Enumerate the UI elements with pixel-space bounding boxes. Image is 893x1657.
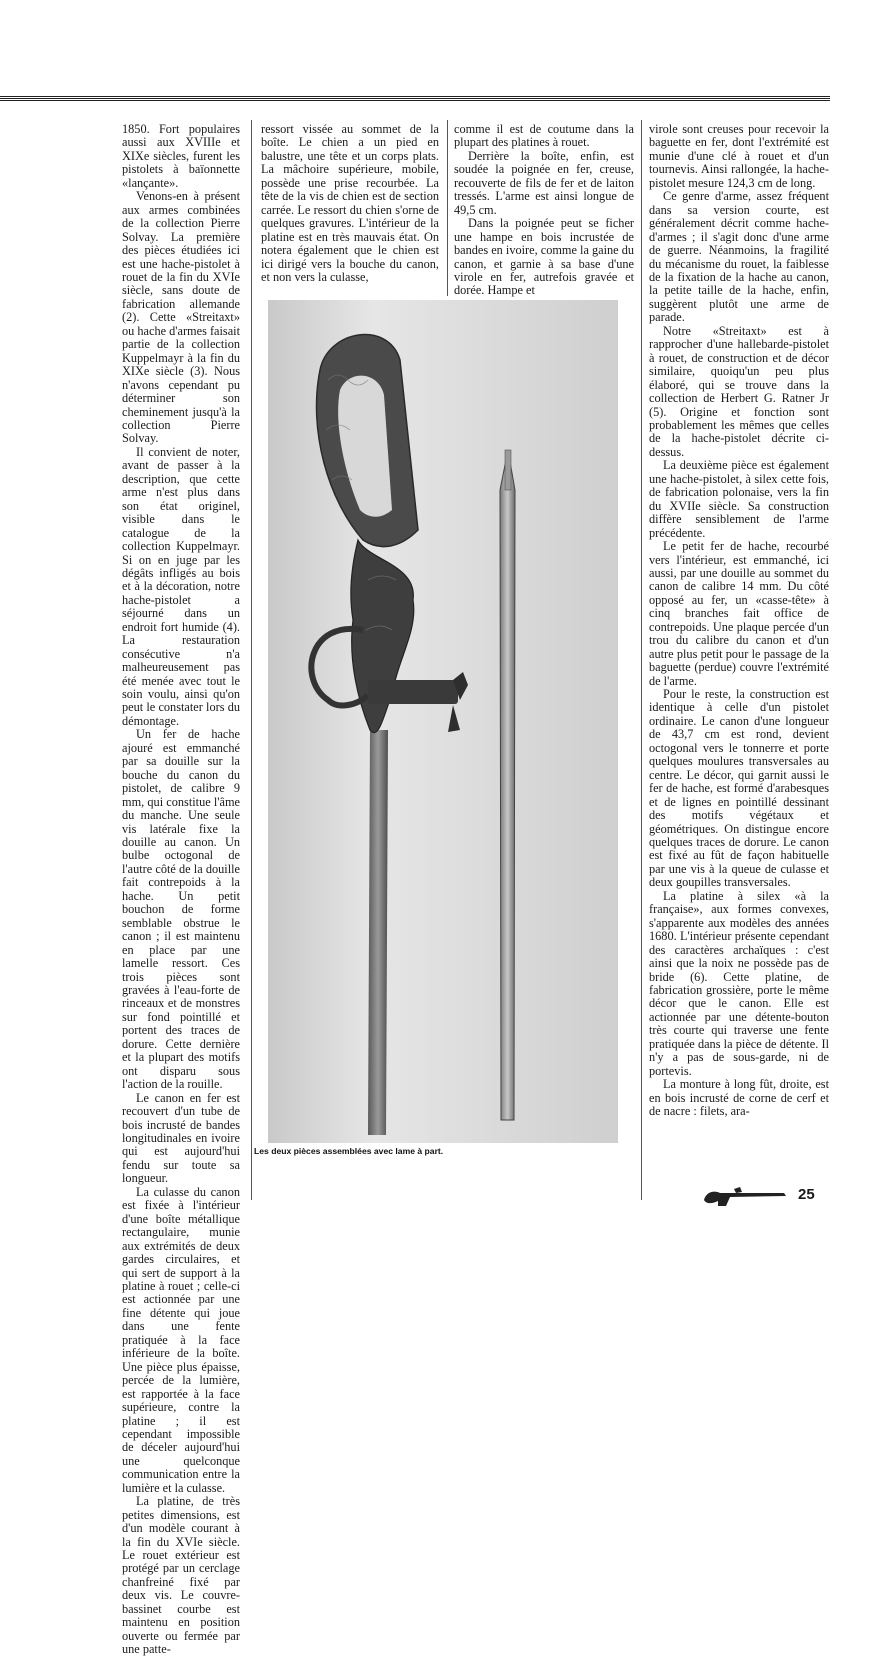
column-2 [261, 123, 439, 299]
paragraph: La deuxième pièce est également une hache-pistolet, à silex cette fois, de fabrication polonaise, vers la fin du XVIIe siècle. Sa construction diffère sensiblement de l'arme précédente. [649, 458, 829, 540]
page-number: 25 [798, 1186, 815, 1203]
paragraph: Pour le reste, la construction est identique à celle d'un pistolet ordinaire. Le canon d'une longueur de 43,7 cm est rond, devient octogonal vers le tonnerre et porte quelques moulures transversales au centre. Le décor, qui garnit aussi le fer de hache, est formé d'arabesques et de lignes en pointillé dessinant des motifs végétaux et géométriques. On distingue encore quelques traces de dorure. Le canon est fixé au fût de façon habituelle par une vis à la queue de culasse et deux goupilles transversales. [649, 687, 829, 890]
column-1 [122, 122, 240, 1657]
column-divider [641, 120, 642, 1200]
paragraph: Un fer de hache ajouré est emmanché par sa douille sur la bouche du canon du pistolet, de calibre 9 mm, qui constitue l'âme du manche. Une seule vis latérale fixe la douille au canon. Un bulbe octogonal de l'autre côté de la douille fait contrepoids à la hache. Un petit bouchon de forme semblable obstrue le canon ; il est maintenu en place par une lamelle ressort. Ces trois pièces sont gravées à l'eau-forte de rinceaux et de monstres sur fond pointillé et portent des traces de dorure. Cette dernière et la plupart des motifs ont disparu sous l'action de la rouille. [122, 727, 240, 1092]
paragraph: La monture à long fût, droite, est en bois incrusté de corne de cerf et de nacre : filets, ara- [649, 1077, 829, 1119]
paragraph: Le petit fer de hache, recourbé vers l'intérieur, est emmanché, ici aussi, par une douille au sommet du canon de calibre 14 mm. Du côté opposé au fer, un «casse-tête» à cinq branches fait office de contrepoids. Une plaque percée d'un trou du calibre du canon et d'un autre plus petit pour le passage de la baguette (perdue) couvre l'extrémité de l'arme. [649, 539, 829, 688]
paragraph: Dans la poignée peut se ficher une hampe en bois incrustée de bandes en ivoire, comme la gaine du canon, et garnie à sa base d'une virole en fer, autrefois gravée et dorée. Hampe et [454, 216, 634, 298]
paragraph: La platine à silex «à la française», aux formes convexes, s'apparente aux modèles des années 1680. L'intérieur présente cependant des caractères archaïques : c'est ainsi que la noix ne possède pas de bride (6). Cette platine, de fabrication grossière, porte le même décor que le canon. Elle est actionnée par une détente-bouton très courte qui traverse une fente pratiquée dans la pièce de détente. Il n'y a pas de sous-garde, ni de portevis. [649, 888, 829, 1078]
paragraph: virole sont creuses pour recevoir la baguette en fer, dont l'extrémité est munie d'une clé à rouet et d'un tournevis. Ainsi rallongée, la hache-pistolet mesure 124,3 cm de long. [649, 122, 829, 190]
paragraph: Ce genre d'arme, assez fréquent dans sa version courte, est généralement décrit comme hache-d'armes ; il s'agit donc d'une arme de guerre. Néanmoins, la fragilité du mécanisme du rouet, la faiblesse de la fixation de la hache au canon, la petite taille de la hache, enfin, suggèrent plutôt une arme de parade. [649, 189, 829, 325]
paragraph: Notre «Streitaxt» est à rapprocher d'une hallebarde-pistolet à rouet, de construction et de décor similaire, quoiqu'un peu plus élaboré, qui se trouve dans la collection de Herbert G. Ratner Jr (5). Origine et fonction sont probablement les mêmes que celles de la hache-pistolet décrite ci-dessus. [649, 323, 829, 459]
header-rule [0, 96, 830, 101]
photo-caption: Les deux pièces assemblées avec lame à part. [254, 1146, 444, 1156]
paragraph: Le canon en fer est recouvert d'un tube de bois incrusté de bandes longitudinales en ivoire qui est aujourd'hui fendu sur toute sa longueur. [122, 1090, 240, 1186]
column-4 [649, 123, 829, 1198]
paragraph: comme il est de coutume dans la plupart des platines à rouet. [454, 122, 634, 150]
weapon-photograph [268, 300, 618, 1143]
paragraph: La culasse du canon est fixée à l'intérieur d'une boîte métallique rectangulaire, munie aux extrémités de deux gardes circulaires, et qui sert de support à la platine à rouet ; celle-ci est actionnée par une fine détente qui joue dans une fente pratiquée à la face inférieure de la boîte. Une pièce plus épaisse, percée de la lumière, est rapportée à la face supérieure, contre la platine ; il est cependant impossible de déceler aujourd'hui une quelconque communication entre la lumière et la culasse. [122, 1184, 240, 1495]
column-divider [447, 120, 448, 296]
column-3 [454, 123, 634, 299]
paragraph: Derrière la boîte, enfin, est soudée la poignée en fer, creuse, recouverte de fils de fer et de laiton tressés. L'arme est ainsi longue de 49,5 cm. [454, 148, 634, 217]
paragraph: Il convient de noter, avant de passer à la description, que cette arme n'est plus dans son état originel, visible dans le catalogue de la collection Kuppelmayr. Si on en juge par les dégâts infligés au bois et à la décoration, notre hache-pistolet a séjourné dans un endroit fort humide (4). La restauration consécutive n'a malheureusement pas été menée avec tout le soin voulu, ainsi qu'on peut le constater lors du démontage. [122, 444, 240, 728]
paragraph: La platine, de très petites dimensions, est d'un modèle courant à la fin du XVIe siècle. Le rouet extérieur est protégé par un cerclage chanfreiné fixé par deux vis. Le couvre-bassinet courbe est maintenu en position ouverte ou fermée par une patte- [122, 1494, 240, 1657]
column-divider [251, 120, 252, 1200]
flintlock-pistol-icon [700, 1184, 788, 1208]
paragraph: Venons-en à présent aux armes combinées de la collection Pierre Solvay. La première des pièces étudiées ici est une hache-pistolet à rouet de la fin du XVIe siècle, sans doute de fabrication allemande (2). Cette «Streitaxt» ou hache d'armes faisait partie de la collection Kuppelmayr à la fin du XIXe siècle (3). Nous n'avons cependant pu déterminer son cheminement jusqu'à la collection Pierre Solvay. [122, 189, 240, 446]
paragraph: 1850. Fort populaires aussi aux XVIIIe et XIXe siècles, furent les pistolets à baïonnette «lançante». [122, 122, 240, 190]
paragraph: ressort vissée au sommet de la boîte. Le chien a un pied en balustre, une tête et un corps plats. La mâchoire supérieure, mobile, possède une prise recourbée. La tête de la vis de chien est de section carrée. Le ressort du chien s'orne de quelques gravures. L'intérieur de la platine est en très mauvais état. On notera également que le chien est ici dirigé vers la bouche du canon, et non vers la culasse, [261, 122, 439, 284]
